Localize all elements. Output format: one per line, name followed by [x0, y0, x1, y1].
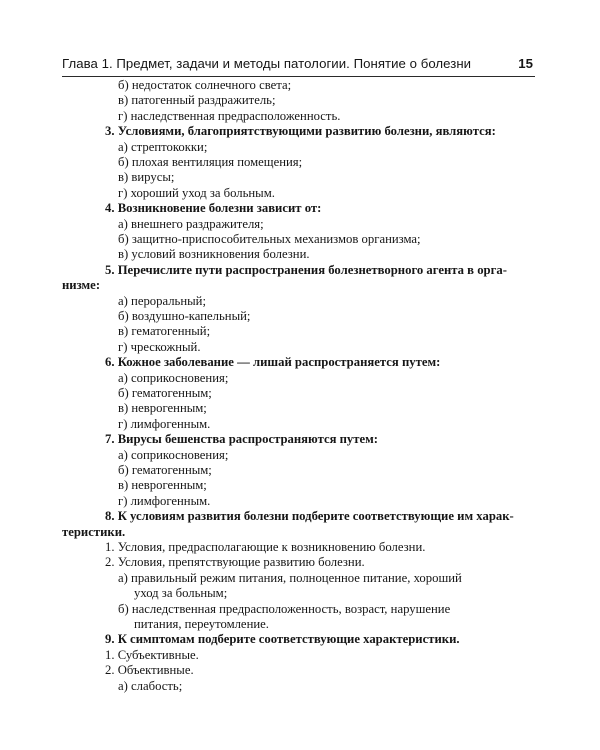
numbered-item: 1. Условия, предрасполагающие к возникновению болезни. [105, 540, 426, 554]
question: 5. Перечислите пути распространения болезнетворного агента в орга- [105, 262, 507, 277]
question: 3. Условиями, благоприятствующими развитию болезни, являются: [105, 124, 496, 139]
answer-option: а) пероральный; [118, 293, 206, 308]
answer-option: б) плохая вентиляция помещения; [118, 155, 303, 169]
answer-option: в) неврогенным; [118, 401, 207, 416]
answer-option: а) соприкосновения; [118, 370, 229, 385]
answer-option: в) гематогенный; [118, 324, 211, 339]
question-continuation: теристики. [62, 524, 126, 539]
answer-option: в) неврогенным; [118, 478, 207, 493]
answer-option: б) гематогенным; [118, 463, 212, 477]
answer-option: б) гематогенным; [118, 386, 212, 400]
answer-option: б) наследственная предрасположенность, возраст, нарушение [118, 601, 451, 616]
answer-option: а) слабость; [118, 678, 183, 693]
answer-option: в) патогенный раздражитель; [118, 93, 276, 108]
answer-continuation: питания, переутомление. [134, 617, 269, 631]
answer-option: в) вирусы; [118, 170, 175, 185]
running-header [62, 54, 535, 77]
answer-option: в) условий возникновения болезни. [118, 247, 310, 262]
chapter-title: Глава 1. Предмет, задачи и методы патологии. Понятие о болезни [62, 56, 472, 71]
answer-option: б) недостаток солнечного света; [118, 78, 292, 92]
answer-option: г) наследственная предрасположенность. [118, 108, 341, 123]
answer-option: б) защитно-приспособительных механизмов организма; [118, 232, 421, 246]
numbered-item: 1. Субъективные. [105, 647, 199, 662]
answer-option: а) внешнего раздражителя; [118, 216, 264, 231]
question: 4. Возникновение болезни зависит от: [105, 201, 322, 216]
answer-option: б) воздушно-капельный; [118, 309, 251, 323]
answer-option: г) лимфогенным. [118, 416, 211, 431]
question: 8. К условиям развития болезни подберите соответствующие им харак- [105, 509, 514, 524]
answer-continuation: уход за больным; [134, 586, 228, 601]
question-continuation: низме: [62, 278, 101, 293]
question: 9. К симптомам подберите соответствующие характеристики. [105, 632, 460, 647]
answer-option: г) хороший уход за больным. [118, 185, 275, 200]
page-number: 15 [518, 56, 533, 71]
answer-option: г) лимфогенным. [118, 493, 211, 508]
answer-option: а) стрептококки; [118, 139, 208, 154]
answer-option: г) чрескожный. [118, 339, 201, 354]
question: 7. Вирусы бешенства распространяются путем: [105, 432, 379, 447]
answer-option: а) правильный режим питания, полноценное питание, хороший [118, 570, 462, 585]
numbered-item: 2. Условия, препятствующие развитию болезни. [105, 555, 365, 570]
numbered-item: 2. Объективные. [105, 663, 194, 678]
answer-option: а) соприкосновения; [118, 447, 229, 462]
question: 6. Кожное заболевание — лишай распространяется путем: [105, 355, 441, 370]
